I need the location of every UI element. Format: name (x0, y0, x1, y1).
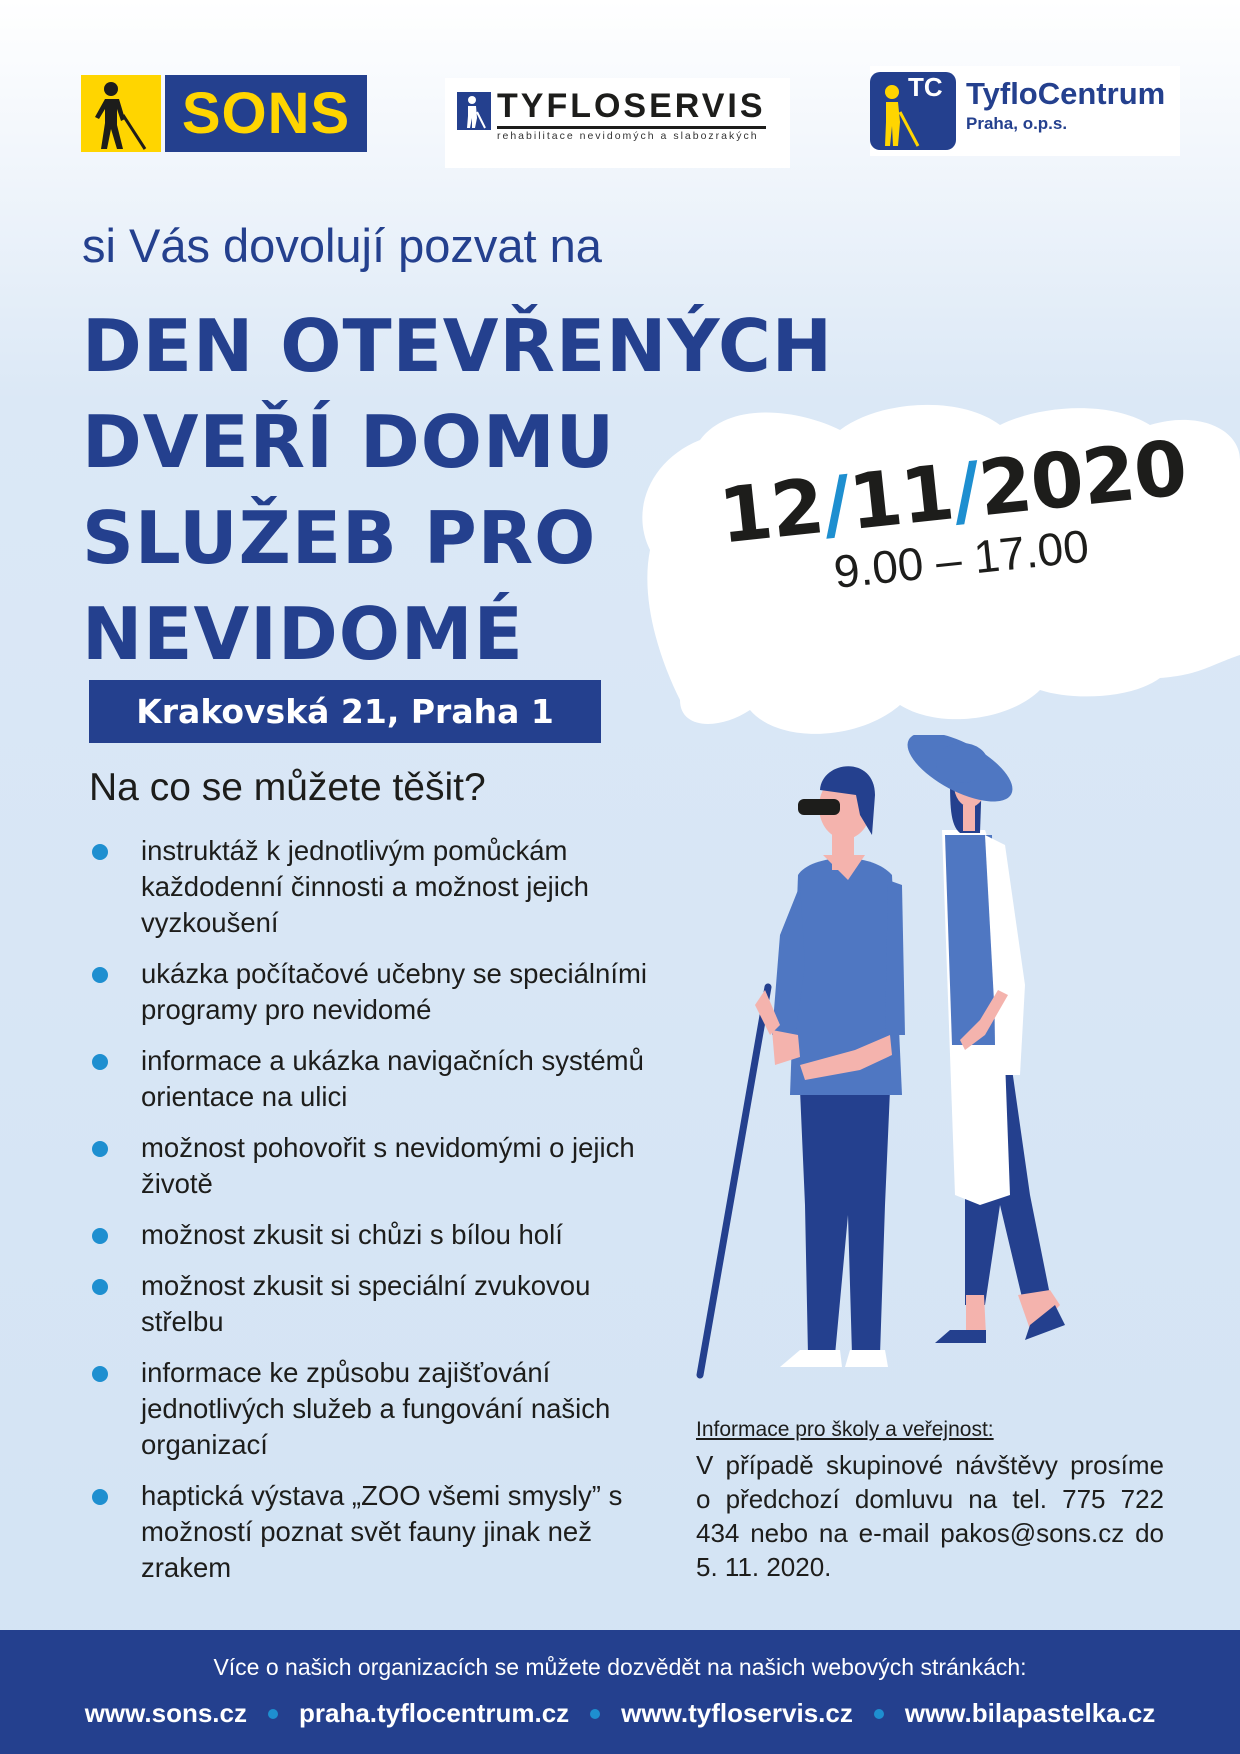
info-block (696, 1418, 1164, 1584)
list-item-text: instruktáž k jednotlivým pomůckám každodenní činnosti a možnost jejich vyzkoušení (141, 835, 589, 938)
event-time: 9.00 – 17.00 (831, 519, 1092, 598)
title-line-2: DVEŘÍ DOMU (82, 400, 616, 484)
invitation-line: si Vás dovolují pozvat na (82, 219, 602, 272)
list-item (89, 833, 649, 941)
date-day: 12 (715, 461, 828, 561)
tyflocentrum-logo-sub: Praha, o.p.s. (966, 114, 1068, 133)
list-item (89, 1043, 649, 1115)
footer (0, 1630, 1240, 1754)
list-item-text: možnost zkusit si chůzi s bílou holí (141, 1219, 563, 1250)
info-heading: Informace pro školy a veřejnost: (696, 1418, 994, 1441)
bullet-icon (92, 844, 108, 860)
tyflocentrum-logo-text: TyfloCentrum (966, 76, 1166, 111)
list-item-text: ukázka počítačové učebny se speciálními programy pro nevidomé (141, 958, 647, 1025)
list-item (89, 1268, 649, 1340)
link-tyfloservis[interactable]: www.tyfloservis.cz (621, 1698, 853, 1728)
date-year: 2020 (974, 423, 1191, 534)
features-list (89, 833, 649, 1601)
tyfloservis-tagline: rehabilitace nevidomých a slabozrakých (497, 130, 759, 142)
blind-man-with-guide-illustration (680, 735, 1180, 1385)
tyflocentrum-logo (870, 66, 1180, 156)
address-banner: Krakovská 21, Praha 1 (89, 680, 601, 743)
footer-links (0, 1698, 1240, 1729)
list-item-text: haptická výstava „ZOO všemi smysly” s možností poznat svět fauny jinak než zrakem (141, 1480, 623, 1583)
link-tyflocentrum[interactable]: praha.tyflocentrum.cz (298, 1698, 570, 1728)
tyfloservis-badge-icon (457, 92, 491, 130)
list-item (89, 1130, 649, 1202)
list-item-text: možnost zkusit si speciální zvukovou střelbu (141, 1270, 591, 1337)
list-item (89, 956, 649, 1028)
bullet-icon (92, 1489, 108, 1505)
list-item (89, 1478, 649, 1586)
bullet-icon (92, 1228, 108, 1244)
list-item-text: informace a ukázka navigačních systémů orientace na ulici (141, 1045, 644, 1112)
event-date: 12/11/2020 (715, 423, 1191, 561)
sons-logo (81, 75, 367, 152)
date-month: 11 (844, 447, 958, 547)
list-item-text: informace ke způsobu zajišťování jednotlivých služeb a fungování našich organizací (141, 1357, 611, 1460)
link-bilapastelka[interactable]: www.bilapastelka.cz (904, 1698, 1156, 1728)
features-heading: Na co se můžete těšit? (89, 766, 486, 809)
title-line-4: NEVIDOMÉ (82, 592, 524, 676)
tyfloservis-logo-text: TYFLOSERVIS (497, 86, 766, 129)
link-sons[interactable]: www.sons.cz (84, 1698, 247, 1728)
sons-logo-text: SONS (165, 75, 367, 152)
bullet-icon (92, 967, 108, 983)
separator-dot-icon (590, 1709, 600, 1719)
title-line-1: DEN OTEVŘENÝCH (82, 304, 834, 388)
bullet-icon (92, 1054, 108, 1070)
list-item (89, 1355, 649, 1463)
footer-text: Více o našich organizacích se můžete dozvědět na našich webových stránkách: (213, 1654, 1027, 1680)
tyfloservis-logo (445, 78, 790, 168)
info-text: V případě skupinové návštěvy prosíme o předchozí domluvu na tel. 775 722 434 nebo na e-mail pakos@sons.cz do 5. 11. 2020. (696, 1450, 1164, 1582)
bullet-icon (92, 1141, 108, 1157)
separator-dot-icon (268, 1709, 278, 1719)
list-item (89, 1217, 649, 1253)
blind-person-icon (81, 75, 161, 152)
bullet-icon (92, 1279, 108, 1295)
title-line-3: SLUŽEB PRO (82, 496, 597, 580)
bullet-icon (92, 1366, 108, 1382)
separator-dot-icon (874, 1709, 884, 1719)
list-item-text: možnost pohovořit s nevidomými o jejich životě (141, 1132, 635, 1199)
tyflocentrum-badge-text: TC (908, 72, 943, 102)
